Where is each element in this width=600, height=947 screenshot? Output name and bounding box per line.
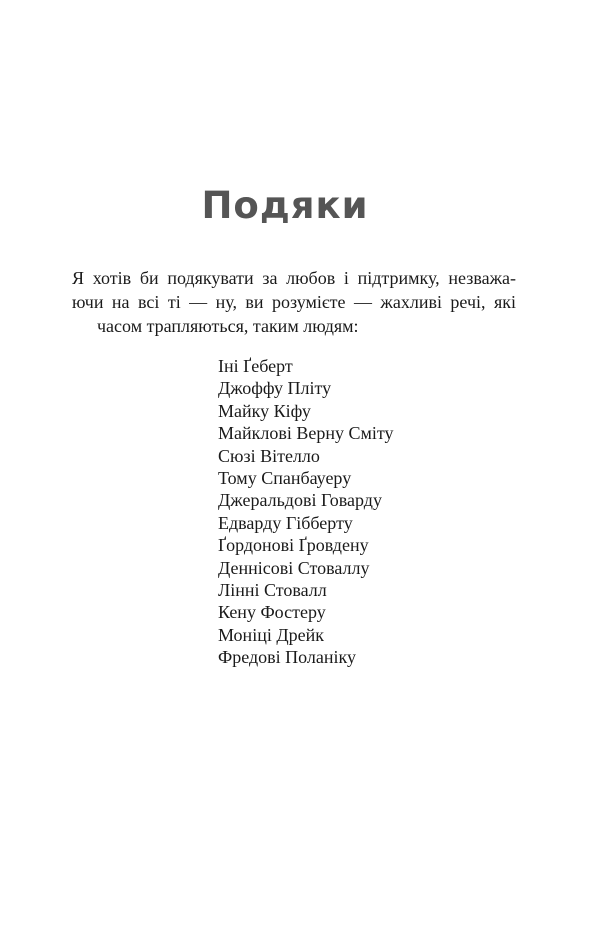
intro-line: ючи на всі ті — ну, ви розумієте — жахливі речі, які [72,292,516,312]
list-item: Іні Ґеберт [218,356,293,376]
list-item: Джоффу Пліту [218,378,332,399]
list-item: Ґордонові Ґровдену [218,535,369,556]
list-item: Фредові Поланіку [218,647,356,668]
list-item: Тому Спанбауеру [218,468,352,489]
list-item: Деннісові Стоваллу [218,557,370,578]
intro-line: Я хотів би подякувати за любов і підтримку, незважа- [72,268,516,288]
list-item: Майку Кіфу [218,400,311,421]
list-item: Моніці Дрейк [218,624,324,645]
list-item: Джеральдові Говарду [218,490,382,511]
intro-paragraph [72,266,516,338]
intro-line: часом трапляються, таким людям: [97,316,359,336]
page-title: Подяки [201,184,369,227]
list-item: Едварду Гібберту [218,512,353,533]
list-item: Лінні Стовалл [218,580,327,601]
names-list [218,355,394,669]
list-item: Майклові Верну Сміту [218,423,394,444]
list-item: Сюзі Вітелло [218,445,320,466]
list-item: Кену Фостеру [218,602,326,623]
